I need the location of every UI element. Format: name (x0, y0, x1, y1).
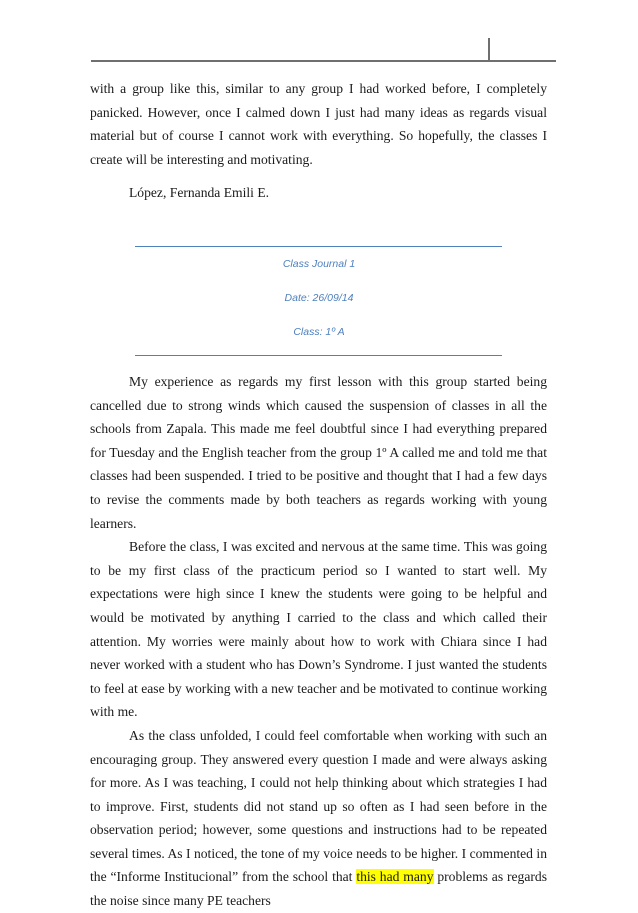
journal-paragraph-2: Before the class, I was excited and nervous at the same time. This was going to be my first class of the practicum period so I wanted to start well. My expectations were high since I knew the students were going to be helpful and would be motivated by anything I carried to the class and which called their attention. My worries were mainly about how to work with Chiara since I had never worked with a student who has Down’s Syndrome. I just wanted the students to feel at ease by working with a new teacher and be motivated to continue working with me. (90, 539, 547, 720)
highlighted-phrase: this had many (356, 869, 434, 885)
journal-paragraph-3 (90, 724, 547, 913)
journal-title: Class Journal 1 (282, 258, 356, 270)
journal-paragraph-1: My experience as regards my first lesson with this group started being cancelled due to strong winds which caused the suspension of classes in all the schools from Zapala. This made me feel doubtful since I had everything prepared for Tuesday and the English teacher from the group 1º A called me and told me that classes had been suspended. I tried to be positive and thought that I had a few days to revise the comments made by both teachers as regards working with young learners. (90, 374, 547, 531)
paragraph-3-text-end: problems as regards the noise since many PE teachers (90, 869, 547, 909)
journal-body (90, 370, 547, 913)
journal-date: Date: 26/09/14 (284, 292, 354, 304)
paragraph-3-text-start: As the class unfolded, I could feel comfortable when working with such an encouraging group. They answered every question I made and were always asking for more. As I was teaching, I could not help thinking about which strategies I had to improve. First, students did not stand up so often as I had seen before in the observation period; however, some questions and instructions had to be repeated several times. As I noticed, the tone of my voice needs to be higher. I commented in the “Informe Institucional” from the school that (90, 727, 547, 885)
header-page-tick (488, 38, 490, 61)
header-rule (91, 60, 556, 62)
intro-paragraph (90, 77, 547, 171)
journal-header-bottom-rule (135, 355, 502, 356)
journal-class: Class: 1º A (293, 326, 345, 338)
author-signature: López, Fernanda Emili E. (129, 185, 270, 200)
intro-text: with a group like this, similar to any group I had worked before, I completely panicked. However, once I calmed down I just had many ideas as regards visual material but of course I cannot work with everything. So hopefully, the classes I create will be interesting and motivating. (90, 81, 547, 167)
journal-header-top-rule (135, 246, 502, 247)
